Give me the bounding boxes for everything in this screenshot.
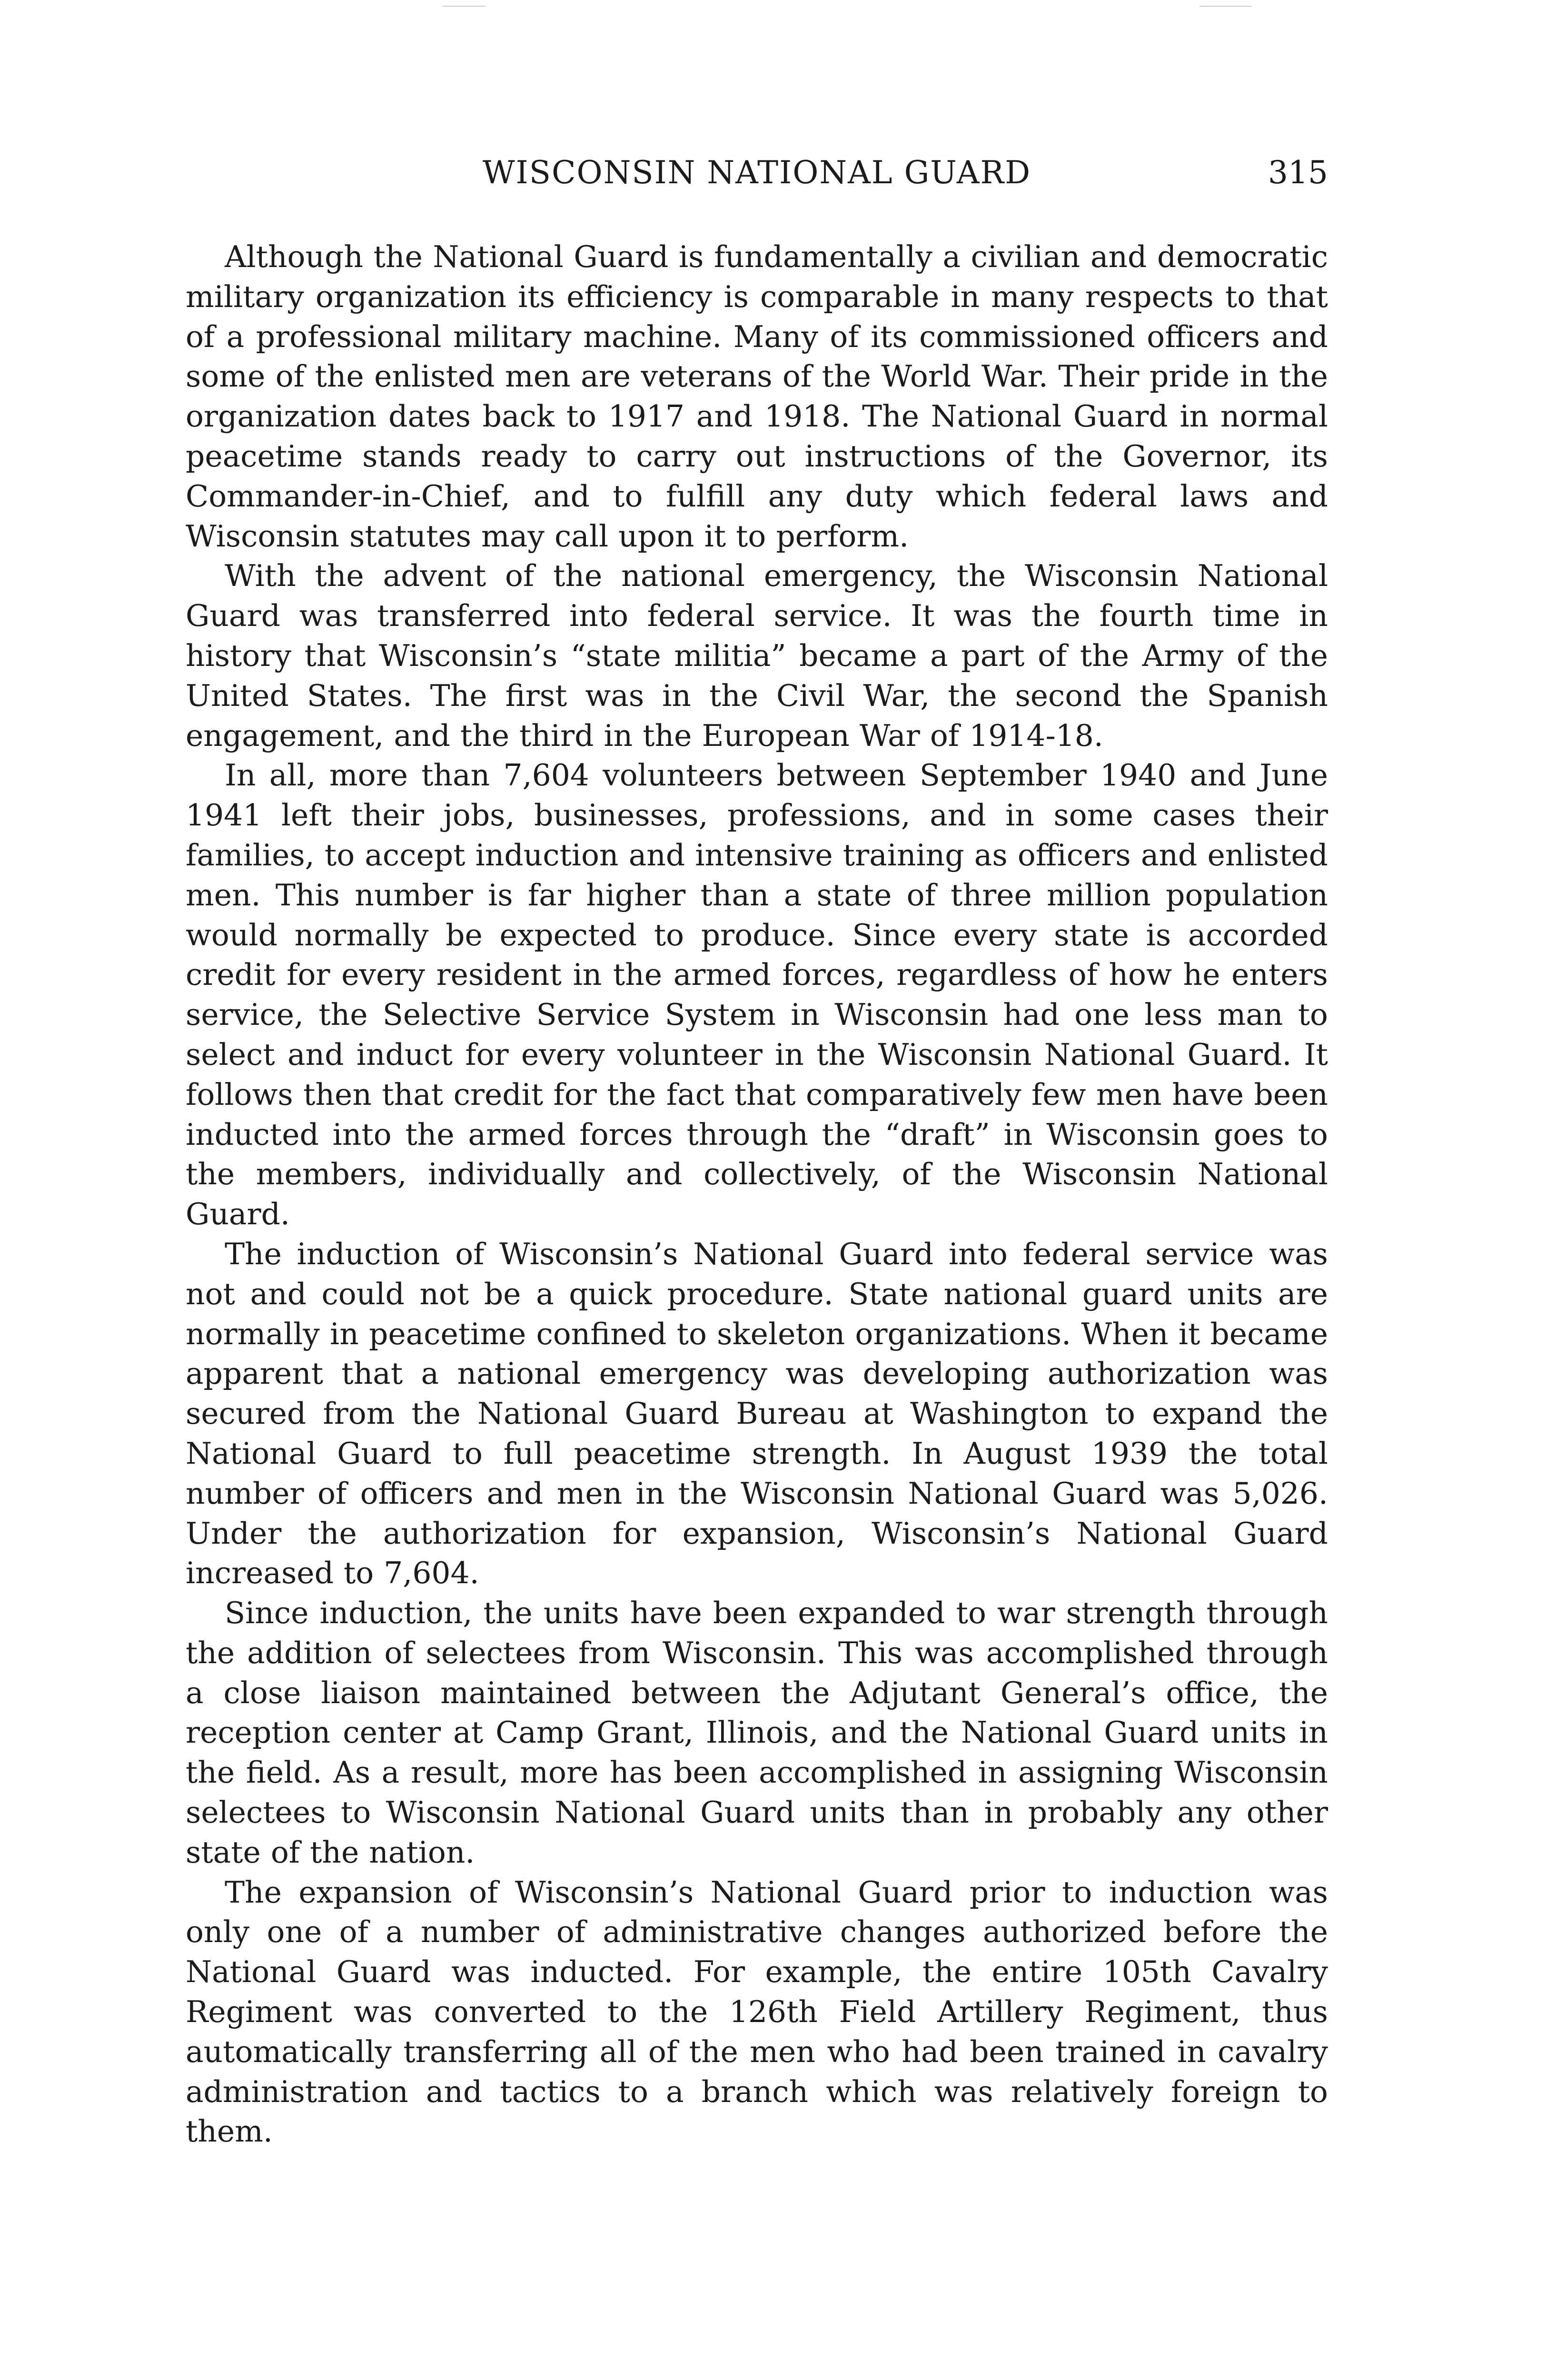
paragraph: With the advent of the national emergency, the Wisconsin National Guard was transferred into federal service. It was the fourth time in history that Wisconsin’s “state militia” became a part of the Army of the United States. The first was in the Civil War, the second the Spanish engagement, and the third in the European War of 1914-18. bbox=[186, 558, 1328, 753]
paragraph: The expansion of Wisconsin’s National Guard prior to induction was only one of a number of administrative changes authorized before the National Guard was inducted. For example, the entire 105th Cavalry Regiment was converted to the 126th Field Artillery Regiment, thus automatically transferring all of the men who had been trained in cavalry administration and tactics to a branch which was relatively foreign to them. bbox=[186, 1874, 1328, 2149]
page-number: 315 bbox=[1268, 154, 1328, 191]
body-text bbox=[186, 237, 1328, 2152]
page-header bbox=[186, 151, 1328, 194]
scan-mark bbox=[443, 6, 486, 7]
paragraph: Although the National Guard is fundamentally a civilian and democratic military organization its efficiency is comparable in many respects to that of a professional military machine. Many of its commissioned officers and some of the enlisted men are veterans of the World War. Their pride in the organization dates back to 1917 and 1918. The National Guard in normal peacetime stands ready to carry out instructions of the Governor, its Commander-in-Chief, and to fulfill any duty which federal laws and Wisconsin statutes may call upon it to perform. bbox=[186, 239, 1328, 554]
paragraph: Since induction, the units have been expanded to war strength through the addition of selectees from Wisconsin. This was accomplished through a close liaison maintained between the Adjutant General’s office, the reception center at Camp Grant, Illinois, and the National Guard units in the field. As a result, more has been accomplished in assigning Wisconsin selectees to Wisconsin National Guard units than in probably any other state of the nation. bbox=[186, 1596, 1328, 1870]
scan-mark bbox=[1199, 6, 1252, 7]
paragraph: The induction of Wisconsin’s National Guard into federal service was not and could not be a quick procedure. State national guard units are normally in peacetime confined to skeleton organizations. When it became apparent that a national emergency was developing authorization was secured from the National Guard Bureau at Washington to expand the National Guard to full peacetime strength. In August 1939 the total number of officers and men in the Wisconsin National Guard was 5,026. Under the authorization for expansion, Wisconsin’s National Guard increased to 7,604. bbox=[186, 1236, 1328, 1591]
running-head: WISCONSIN NATIONAL GUARD bbox=[482, 154, 1031, 191]
paragraph: In all, more than 7,604 volunteers between September 1940 and June 1941 left their jobs, businesses, professions, and in some cases their families, to accept induction and intensive training as officers and enlisted men. This number is far higher than a state of three million population would normally be expected to produce. Since every state is accorded credit for every resident in the armed forces, regardless of how he enters service, the Selective Service System in Wisconsin had one less man to select and induct for every volunteer in the Wisconsin National Guard. It follows then that credit for the fact that comparatively few men have been inducted into the armed forces through the “draft” in Wisconsin goes to the members, individually and collectively, of the Wisconsin National Guard. bbox=[186, 758, 1328, 1232]
